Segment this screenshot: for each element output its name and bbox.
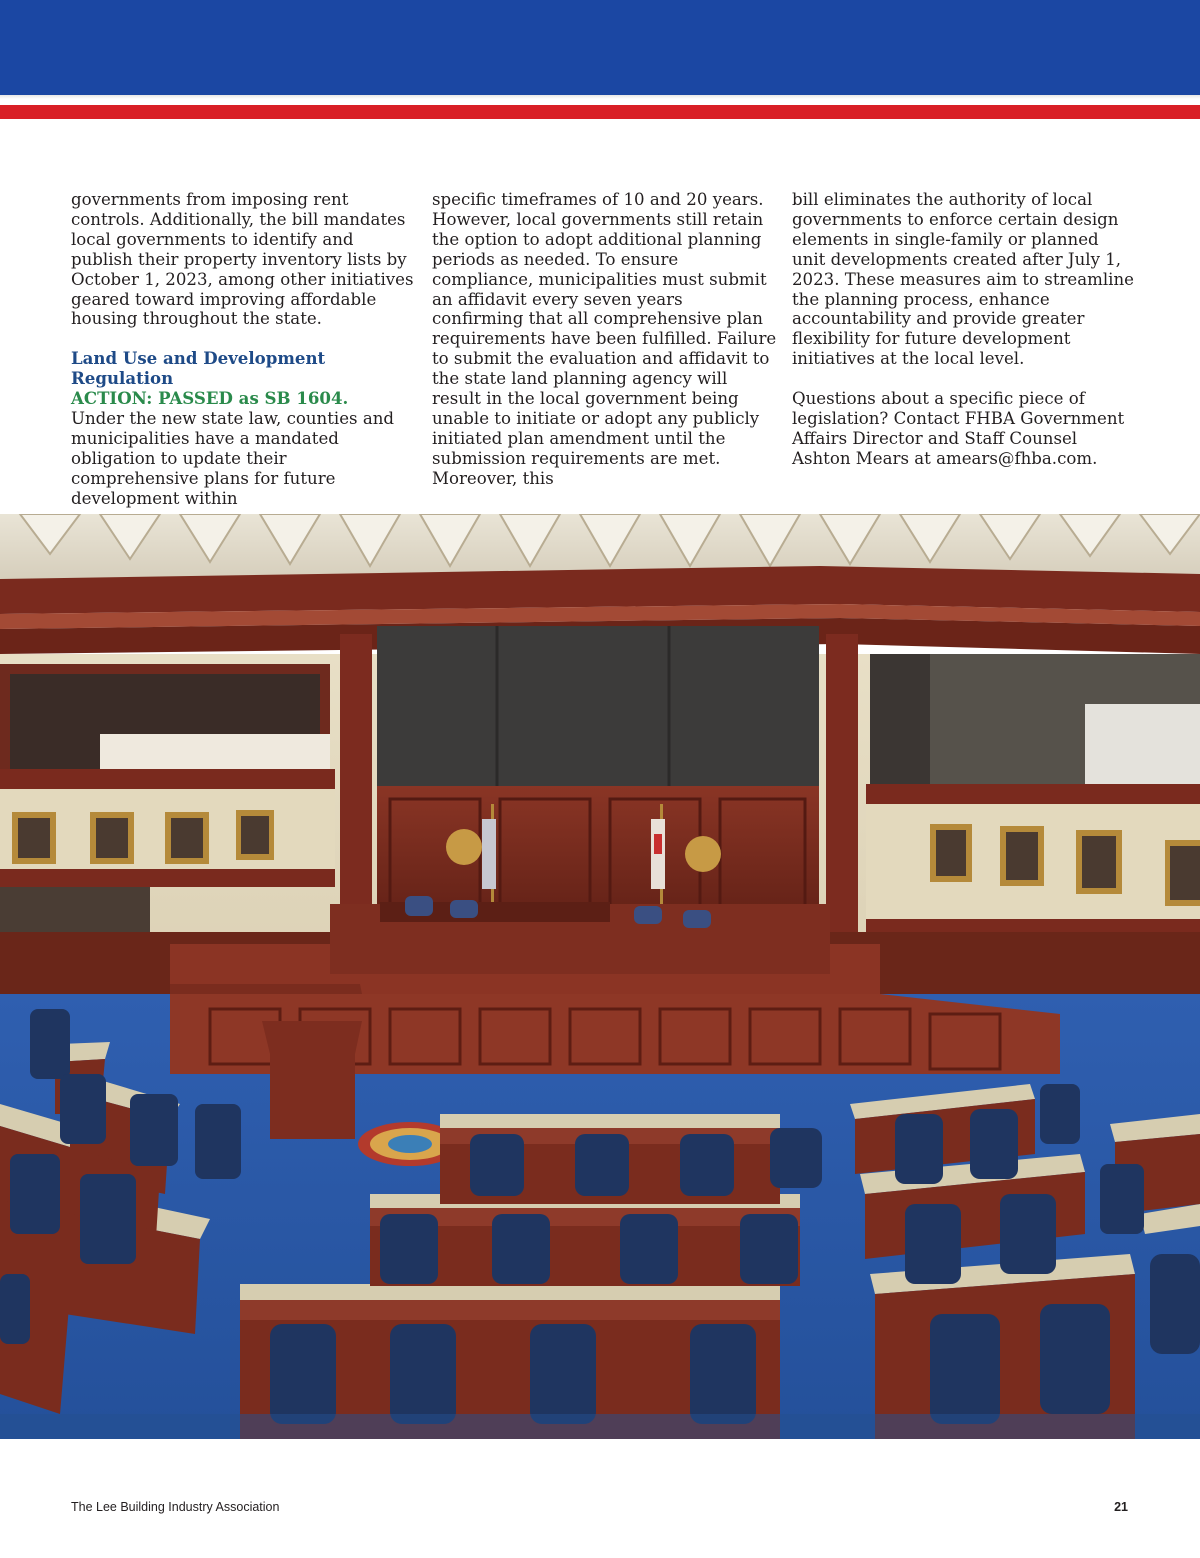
column1-paragraph-2: Under the new state law, counties and municipalities have a mandated obligation to update their comprehensive plans for future development within [71, 408, 395, 508]
section-heading: Land Use and Development Regulation [71, 348, 326, 389]
text-column-1 [71, 190, 416, 508]
paragraph-spacer [792, 369, 1137, 389]
footer-publication: The Lee Building Industry Association [71, 1500, 280, 1514]
column2-paragraph: specific timeframes of 10 and 20 years. However, local governments still retain the option to adopt additional planning periods as needed. To ensure compliance, municipalities must submit an affidavit every seven years confirming that all comprehensive plan requirements have been fulfilled. Failure to submit the evaluation and affidavit to the state land planning agency will result in the local government being unable to initiate or adopt any publicly initiated plan amendment until the submission requirements are met. Moreover, this [432, 190, 777, 488]
contact-paragraph: Questions about a specific piece of legislation? Contact FHBA Government Affairs Director and Staff Counsel Ashton Mears at amears@fhba.com. [792, 389, 1125, 468]
column3-paragraph: bill eliminates the authority of local governments to enforce certain design elements in single-family or planned unit developments created after July 1, 2023. These measures aim to streamline the planning process, enhance accountability and provide greater flexibility for future development initiatives at the local level. [792, 190, 1134, 369]
action-status: ACTION: PASSED as SB 1604. [71, 388, 349, 409]
header-shadow [0, 95, 1200, 99]
chamber-illustration [0, 514, 1200, 1439]
text-column-2 [432, 190, 777, 489]
header-blue-band [0, 0, 1200, 95]
page-number: 21 [1114, 1500, 1128, 1514]
house-chamber-photo [0, 514, 1200, 1439]
text-column-3 [792, 190, 1137, 469]
header-red-stripe [0, 105, 1200, 119]
column1-paragraph: governments from imposing rent controls. Additionally, the bill mandates local governments to identify and publish their property inventory lists by October 1, 2023, among other initiatives geared toward improving affordable housing throughout the state. [71, 190, 414, 329]
paragraph-spacer [71, 329, 416, 349]
